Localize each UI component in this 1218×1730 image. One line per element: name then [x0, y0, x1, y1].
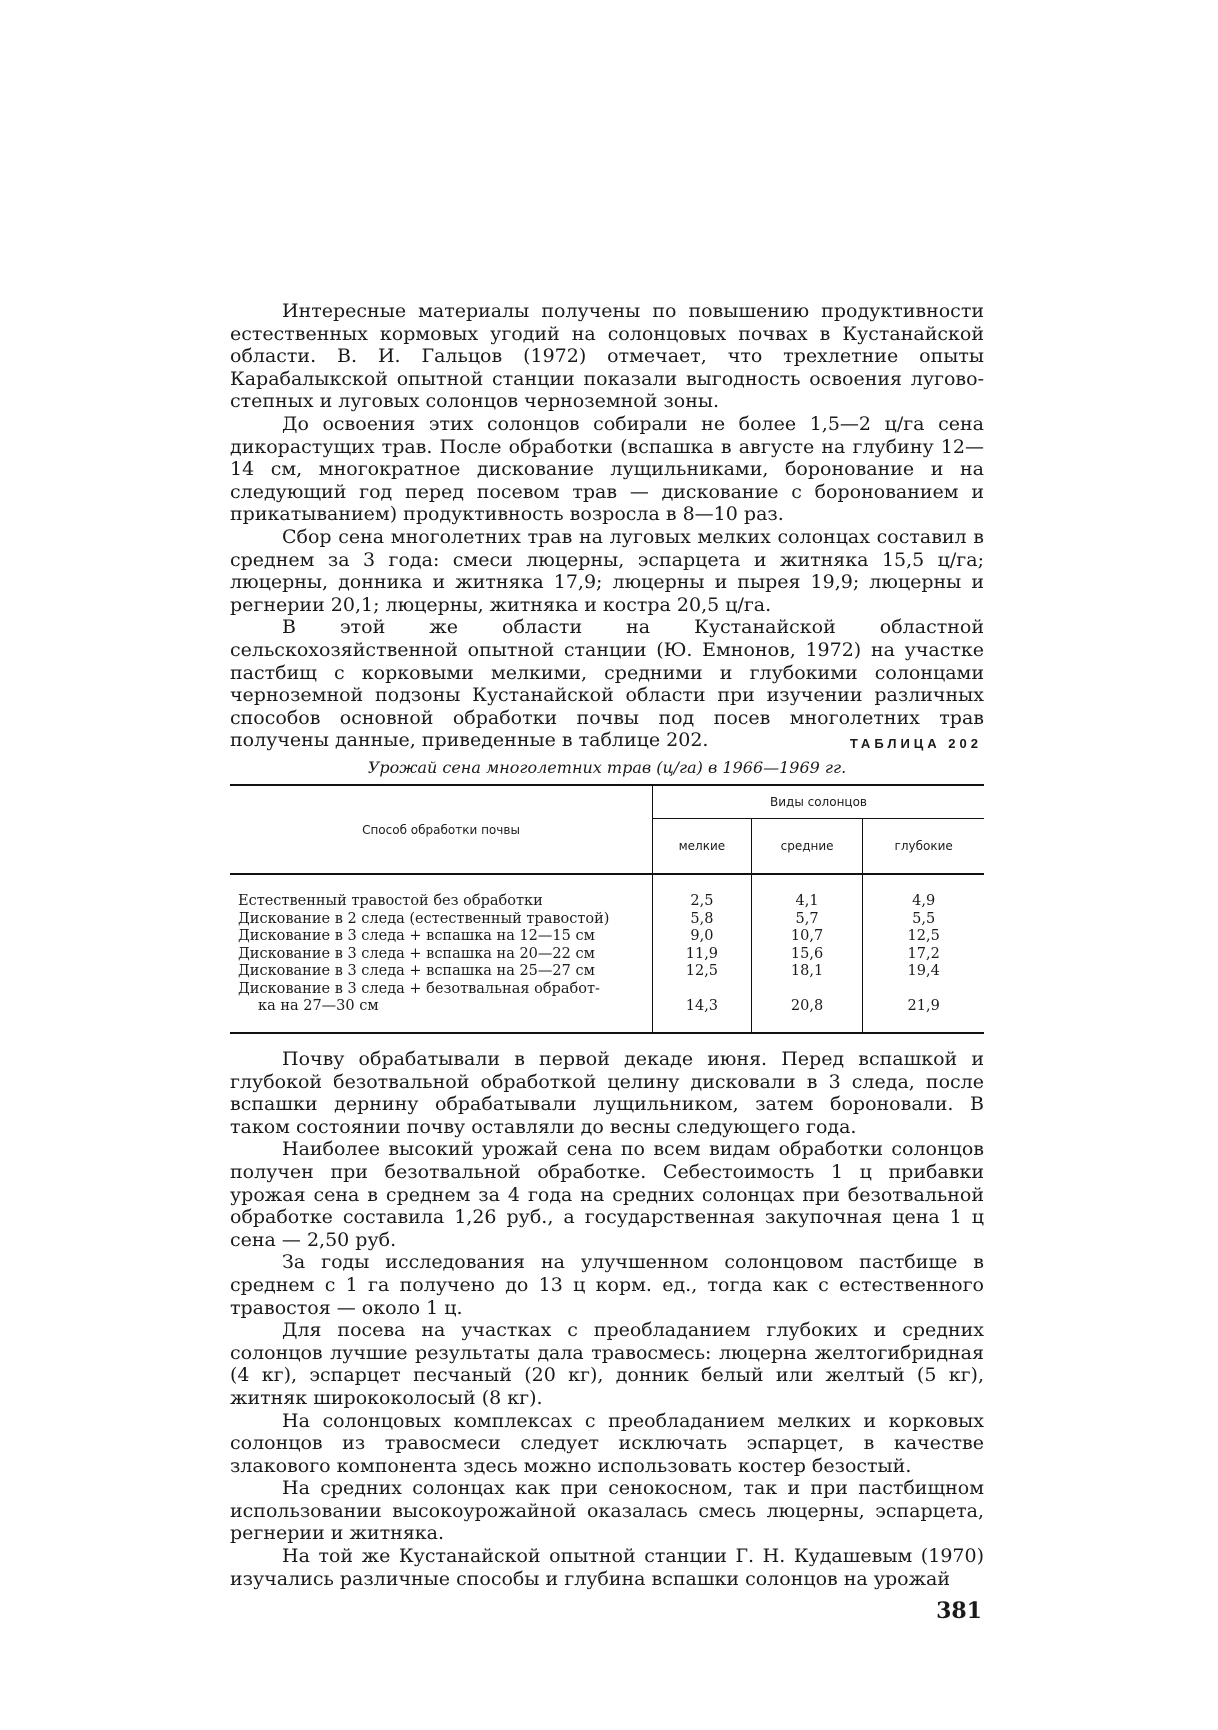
cell-value: 18,1: [751, 963, 863, 981]
yield-table: [230, 784, 984, 1034]
cell-value: 4,1: [751, 874, 863, 911]
row-method: Дискование в 3 следа + вспашка на 25—27 см: [230, 963, 653, 981]
paragraph: Интересные материалы получены по повышению продуктивности естественных кормовых угодий на солонцовых почвах в Кустанайской области. В. И. Гальцов (1972) отмечает, что трехлетние опыты Карабалыкской опытной станции показали выгодность освоения лугово-степных и луговых солонцов черноземной зоны.: [230, 300, 984, 413]
header-col-medium: средние: [751, 819, 863, 875]
table-row: [230, 946, 984, 964]
row-method: Дискование в 3 следа + вспашка на 20—22 см: [230, 946, 653, 964]
text-block-top: [230, 300, 984, 752]
table-row: [230, 981, 984, 1033]
row-method-continuation: ка на 27—30 см: [258, 998, 379, 1014]
paragraph: На той же Кустанайской опытной станции Г. Н. Кудашевым (1970) изучались различные способы и глубина вспашки солонцов на урожай: [230, 1545, 984, 1590]
table-label: ТАБЛИЦА 202: [849, 736, 982, 751]
cell-value: 11,9: [653, 946, 752, 964]
row-method-multiline: [230, 981, 653, 1033]
paragraph: На солонцовых комплексах с преобладанием мелких и корковых солонцов из травосмеси следует исключать эспарцет, в качестве злакового компонента здесь можно использовать костер безостый.: [230, 1409, 984, 1477]
cell-value: 12,5: [907, 928, 940, 944]
row-method: Дискование в 3 следа + безотвальная обработ-: [238, 980, 600, 997]
paragraph: Наиболее высокий урожай сена по всем видам обработки солонцов получен при безотвальной обработке. Себестоимость 1 ц прибавки урожая сена в среднем за 4 года на средних солонцах при безотвальной обработке составила 1,26 руб., а государственная закупочная цена 1 ц сена — 2,50 руб.: [230, 1138, 984, 1251]
cell-value: 12,5: [653, 963, 752, 981]
paragraph: Для посева на участках с преобладанием глубоких и средних солонцов лучшие результаты дала травосмесь: люцерна желтогибридная (4 кг), эспарцет песчаный (20 кг), донник белый или желтый (5 кг), житняк ширококолосый (8 кг).: [230, 1319, 984, 1409]
row-method: Дискование в 3 следа + вспашка на 12—15 см: [230, 928, 653, 946]
cell-value: 5,7: [751, 911, 863, 929]
table-row: [230, 928, 984, 946]
cell-value: 21,9: [863, 981, 984, 1033]
cell-value: 9,0: [653, 928, 752, 946]
text-block-bottom: [230, 1048, 984, 1590]
cell-value: 19,4: [907, 963, 940, 979]
cell-value: 15,6: [751, 946, 863, 964]
table-row: [230, 963, 984, 981]
table-row: [230, 911, 984, 929]
header-method: Способ обработки почвы: [230, 785, 653, 874]
paragraph: До освоения этих солонцов собирали не более 1,5—2 ц/га сена дикорастущих трав. После обработки (вспашка в августе на глубину 12—14 см, многократное дискование лущильниками, боронование и на следующий год перед посевом трав — дискование с боронованием и прикатыванием) продуктивность возросла в 8—10 раз.: [230, 412, 984, 526]
cell-value: 5,5: [912, 910, 936, 927]
cell-value: 20,8: [751, 981, 863, 1033]
cell-value: 2,5: [653, 874, 752, 911]
header-group: Виды солонцов: [653, 785, 985, 819]
cell-value: 5,8: [653, 911, 752, 929]
paragraph: Почву обрабатывали в первой декаде июня. Перед вспашкой и глубокой безотвальной обработкой целину дисковали в 3 следа, после вспашки дернину обрабатывали лущильником, затем бороновали. В таком состоянии почву оставляли до весны следующего года.: [230, 1048, 984, 1138]
row-method: Естественный травостой без обработки: [230, 874, 653, 911]
header-col-deep: глубокие: [863, 819, 984, 875]
page-number: 381: [936, 1598, 982, 1624]
row-method: Дискование в 2 следа (естественный травостой): [230, 911, 653, 929]
header-col-shallow: мелкие: [653, 819, 752, 875]
cell-value: 14,3: [653, 981, 752, 1033]
cell-value: 4,9: [912, 893, 936, 909]
paragraph: В этой же области на Кустанайской областной сельскохозяйственной опытной станции (Ю. Емнонов, 1972) на участке пастбищ с корковыми мелкими, средними и глубокими солонцами черноземной подзоны Кустанайской области при изучении различных способов основной обработки почвы под посев многолетних трав получены данные, приведенные в таблице 202.: [230, 616, 984, 752]
cell-value: 10,7: [751, 928, 863, 946]
table-caption: Урожай сена многолетних трав (ц/га) в 1966—1969 гг.: [367, 758, 847, 777]
cell-value: 17,2: [907, 945, 940, 962]
paragraph: На средних солонцах как при сенокосном, так и при пастбищном использовании высокоурожайной оказалась смесь люцерны, эспарцета, регнерии и житняка.: [230, 1477, 984, 1545]
paragraph: Сбор сена многолетних трав на луговых мелких солонцах составил в среднем за 3 года: смеси люцерны, эспарцета и житняка 15,5 ц/га; люцерны, донника и житняка 17,9; люцерны и пырея 19,9; люцерны и регнерии 20,1; люцерны, житняка и костра 20,5 ц/га.: [230, 525, 984, 616]
paragraph: За годы исследования на улучшенном солонцовом пастбище в среднем с 1 га получено до 13 ц корм. ед., тогда как с естественного травостоя — около 1 ц.: [230, 1251, 984, 1319]
table-row: [230, 874, 984, 911]
